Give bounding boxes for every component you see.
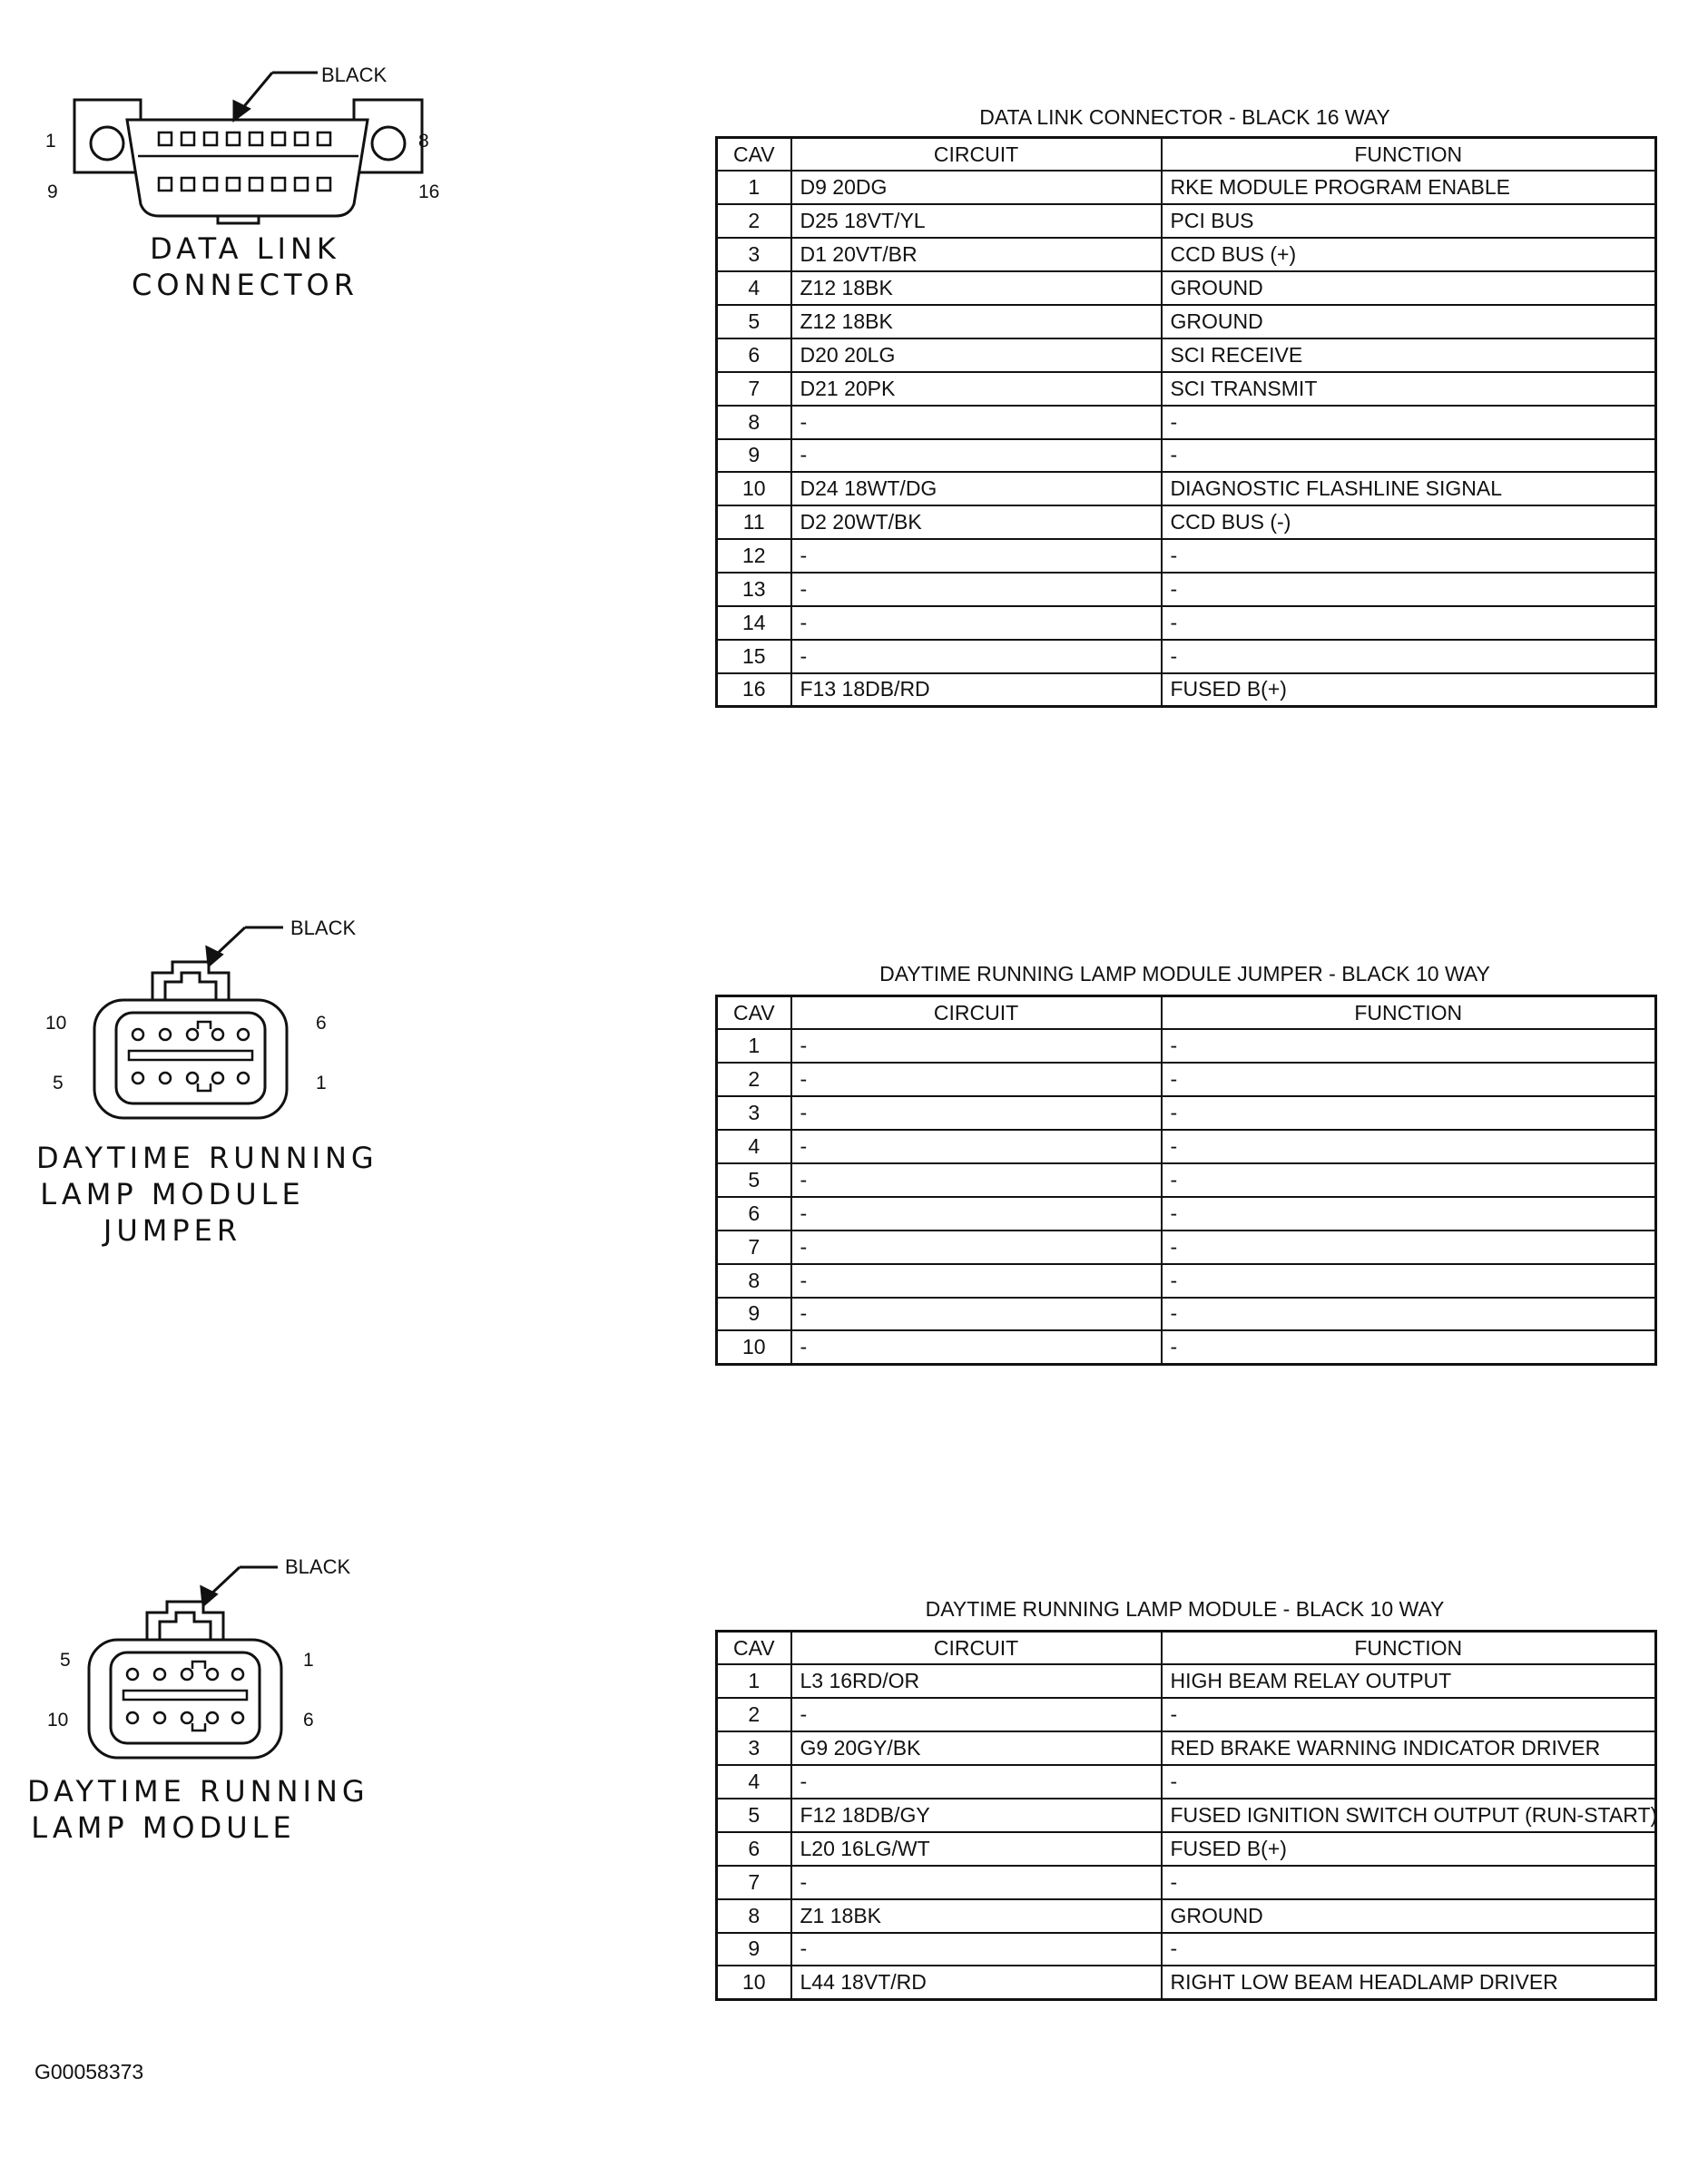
function-cell: -	[1162, 1163, 1656, 1197]
circuit-cell: -	[791, 439, 1162, 473]
table-row	[717, 1698, 1656, 1731]
pin-number-label: 8	[418, 131, 429, 152]
cav-cell: 9	[717, 1298, 791, 1331]
circuit-cell: Z1 18BK	[791, 1899, 1162, 1933]
table-row	[717, 472, 1656, 505]
circuit-cell: -	[791, 1096, 1162, 1130]
connector-name-line: LAMP MODULE	[31, 1810, 296, 1845]
cav-cell: 10	[717, 1966, 791, 1999]
function-cell: -	[1162, 1231, 1656, 1264]
function-cell: FUSED B(+)	[1162, 1832, 1656, 1866]
circuit-cell: L44 18VT/RD	[791, 1966, 1162, 1999]
function-cell: -	[1162, 606, 1656, 640]
table-row	[717, 640, 1656, 673]
function-cell: -	[1162, 1029, 1656, 1063]
cav-cell: 7	[717, 1866, 791, 1899]
pin-number-label: 1	[45, 131, 56, 152]
cav-cell: 15	[717, 640, 791, 673]
circuit-cell: -	[791, 1765, 1162, 1799]
table-header-row	[717, 138, 1656, 172]
table-row	[717, 1063, 1656, 1096]
cav-cell: 1	[717, 1029, 791, 1063]
function-cell: CCD BUS (+)	[1162, 238, 1656, 271]
cav-cell: 6	[717, 1197, 791, 1231]
cav-cell: 3	[717, 238, 791, 271]
table-title: DAYTIME RUNNING LAMP MODULE JUMPER - BLACK 10 WAY	[879, 962, 1490, 985]
table-row	[717, 1264, 1656, 1298]
function-cell: FUSED IGNITION SWITCH OUTPUT (RUN-START)	[1162, 1799, 1656, 1832]
table-row	[717, 406, 1656, 439]
function-cell: RKE MODULE PROGRAM ENABLE	[1162, 171, 1656, 204]
cav-cell: 5	[717, 1163, 791, 1197]
circuit-cell: D2 20WT/BK	[791, 505, 1162, 539]
circuit-cell: F12 18DB/GY	[791, 1799, 1162, 1832]
cav-cell: 8	[717, 1264, 791, 1298]
column-header: CIRCUIT	[791, 1632, 1162, 1665]
table-row	[717, 1966, 1656, 1999]
circuit-cell: -	[791, 1063, 1162, 1096]
pin-number-label: 1	[316, 1073, 327, 1093]
function-cell: -	[1162, 539, 1656, 573]
table-row	[717, 606, 1656, 640]
cav-cell: 10	[717, 1330, 791, 1364]
table-header-row	[717, 1632, 1656, 1665]
connector-name-line: CONNECTOR	[132, 268, 358, 302]
table-row	[717, 1664, 1656, 1698]
function-cell: -	[1162, 1197, 1656, 1231]
table-row	[717, 673, 1656, 707]
cav-cell: 8	[717, 1899, 791, 1933]
circuit-cell: -	[791, 1029, 1162, 1063]
column-header: CIRCUIT	[791, 138, 1162, 172]
circuit-cell: -	[791, 573, 1162, 606]
cav-cell: 11	[717, 505, 791, 539]
column-header: CAV	[717, 996, 791, 1030]
cav-cell: 2	[717, 1063, 791, 1096]
function-cell: FUSED B(+)	[1162, 673, 1656, 707]
cav-cell: 2	[717, 1698, 791, 1731]
table-row	[717, 1130, 1656, 1163]
cav-cell: 16	[717, 673, 791, 707]
function-cell: GROUND	[1162, 1899, 1656, 1933]
table-row	[717, 1866, 1656, 1899]
connector-name-label	[36, 1140, 378, 1249]
function-cell: GROUND	[1162, 305, 1656, 338]
function-cell: RED BRAKE WARNING INDICATOR DRIVER	[1162, 1731, 1656, 1765]
circuit-cell: -	[791, 406, 1162, 439]
table-row	[717, 1197, 1656, 1231]
table-row	[717, 238, 1656, 271]
connector-color-label: BLACK	[285, 1555, 351, 1578]
circuit-cell: D20 20LG	[791, 338, 1162, 372]
cav-cell: 1	[717, 1664, 791, 1698]
circuit-cell: -	[791, 1298, 1162, 1331]
connector-name-label	[109, 230, 381, 303]
function-cell: CCD BUS (-)	[1162, 505, 1656, 539]
cav-cell: 3	[717, 1096, 791, 1130]
cav-cell: 8	[717, 406, 791, 439]
function-cell: GROUND	[1162, 271, 1656, 305]
function-cell: DIAGNOSTIC FLASHLINE SIGNAL	[1162, 472, 1656, 505]
circuit-cell: Z12 18BK	[791, 271, 1162, 305]
cav-cell: 13	[717, 573, 791, 606]
function-cell: -	[1162, 439, 1656, 473]
connector-name-line: JUMPER	[103, 1213, 242, 1248]
circuit-cell: -	[791, 1866, 1162, 1899]
cav-cell: 9	[717, 439, 791, 473]
circuit-cell: D25 18VT/YL	[791, 204, 1162, 238]
drl-module-connector-icon	[82, 1556, 318, 1765]
circuit-cell: -	[791, 1197, 1162, 1231]
function-cell: -	[1162, 640, 1656, 673]
circuit-cell: D1 20VT/BR	[791, 238, 1162, 271]
circuit-cell: -	[791, 606, 1162, 640]
function-cell: SCI TRANSMIT	[1162, 372, 1656, 406]
table-row	[717, 573, 1656, 606]
circuit-cell: -	[791, 1330, 1162, 1364]
table-row	[717, 1899, 1656, 1933]
table-row	[717, 338, 1656, 372]
table-row	[717, 204, 1656, 238]
data-link-connector-drawing	[54, 54, 472, 236]
cav-cell: 5	[717, 1799, 791, 1832]
table-row	[717, 1832, 1656, 1866]
circuit-cell: -	[791, 1698, 1162, 1731]
table-title: DATA LINK CONNECTOR - BLACK 16 WAY	[979, 105, 1390, 129]
circuit-cell: Z12 18BK	[791, 305, 1162, 338]
circuit-cell: L3 16RD/OR	[791, 1664, 1162, 1698]
pin-number-label: 10	[47, 1710, 69, 1731]
pin-number-label: 5	[53, 1073, 64, 1093]
table-row	[717, 1731, 1656, 1765]
function-cell: -	[1162, 1866, 1656, 1899]
cav-cell: 4	[717, 271, 791, 305]
connector-name-line: DATA LINK	[150, 231, 340, 266]
table-row	[717, 1799, 1656, 1832]
figure-code: G00058373	[34, 2060, 144, 2084]
table-title: DAYTIME RUNNING LAMP MODULE - BLACK 10 WAY	[925, 1597, 1445, 1621]
connector-name-line: LAMP MODULE	[40, 1177, 305, 1211]
table-row	[717, 1765, 1656, 1799]
function-cell: -	[1162, 1330, 1656, 1364]
pin-number-label: 6	[303, 1710, 314, 1731]
drl-module-connector-drawing	[82, 1556, 318, 1765]
function-cell: HIGH BEAM RELAY OUTPUT	[1162, 1664, 1656, 1698]
column-header: FUNCTION	[1162, 996, 1656, 1030]
cav-cell: 7	[717, 372, 791, 406]
cav-cell: 4	[717, 1130, 791, 1163]
cav-cell: 5	[717, 305, 791, 338]
data-link-connector-icon	[54, 54, 472, 236]
column-header: CAV	[717, 138, 791, 172]
column-header: CIRCUIT	[791, 996, 1162, 1030]
circuit-cell: L20 16LG/WT	[791, 1832, 1162, 1866]
function-cell: RIGHT LOW BEAM HEADLAMP DRIVER	[1162, 1966, 1656, 1999]
table-header-row	[717, 996, 1656, 1030]
column-header: FUNCTION	[1162, 138, 1656, 172]
circuit-cell: -	[791, 539, 1162, 573]
table-row	[717, 505, 1656, 539]
column-header: CAV	[717, 1632, 791, 1665]
pin-number-label: 1	[303, 1650, 314, 1671]
table-row	[717, 372, 1656, 406]
connector-name-label	[27, 1773, 369, 1846]
pin-number-label: 16	[418, 181, 440, 202]
circuit-cell: D9 20DG	[791, 171, 1162, 204]
table-row	[717, 171, 1656, 204]
table-row	[717, 539, 1656, 573]
cav-cell: 12	[717, 539, 791, 573]
table-row	[717, 271, 1656, 305]
pin-table	[715, 1630, 1657, 2001]
circuit-cell: G9 20GY/BK	[791, 1731, 1162, 1765]
pin-number-label: 10	[45, 1013, 67, 1034]
function-cell: -	[1162, 406, 1656, 439]
table-row	[717, 1933, 1656, 1966]
pin-table	[715, 995, 1657, 1366]
cav-cell: 1	[717, 171, 791, 204]
table-row	[717, 1029, 1656, 1063]
cav-cell: 6	[717, 1832, 791, 1866]
connector-name-line: DAYTIME RUNNING	[27, 1774, 369, 1809]
table-row	[717, 1231, 1656, 1264]
pin-number-label: 5	[60, 1650, 71, 1671]
table-row	[717, 1330, 1656, 1364]
cav-cell: 7	[717, 1231, 791, 1264]
circuit-cell: -	[791, 1163, 1162, 1197]
drl-jumper-connector-icon	[82, 917, 318, 1125]
circuit-cell: D21 20PK	[791, 372, 1162, 406]
circuit-cell: -	[791, 1264, 1162, 1298]
circuit-cell: -	[791, 640, 1162, 673]
cav-cell: 9	[717, 1933, 791, 1966]
table-row	[717, 1163, 1656, 1197]
pin-table	[715, 136, 1657, 708]
connector-color-label: BLACK	[290, 917, 357, 939]
function-cell: SCI RECEIVE	[1162, 338, 1656, 372]
circuit-cell: -	[791, 1933, 1162, 1966]
drl-jumper-connector-drawing	[82, 917, 318, 1125]
function-cell: -	[1162, 1096, 1656, 1130]
function-cell: -	[1162, 1298, 1656, 1331]
cav-cell: 2	[717, 204, 791, 238]
cav-cell: 6	[717, 338, 791, 372]
table-row	[717, 439, 1656, 473]
function-cell: -	[1162, 1264, 1656, 1298]
cav-cell: 14	[717, 606, 791, 640]
table-row	[717, 1096, 1656, 1130]
pin-number-label: 9	[47, 181, 58, 202]
connector-name-line: DAYTIME RUNNING	[36, 1141, 378, 1175]
function-cell: -	[1162, 1765, 1656, 1799]
circuit-cell: F13 18DB/RD	[791, 673, 1162, 707]
column-header: FUNCTION	[1162, 1632, 1656, 1665]
table-row	[717, 305, 1656, 338]
function-cell: PCI BUS	[1162, 204, 1656, 238]
function-cell: -	[1162, 1130, 1656, 1163]
connector-color-label: BLACK	[321, 64, 388, 86]
cav-cell: 10	[717, 472, 791, 505]
cav-cell: 3	[717, 1731, 791, 1765]
cav-cell: 4	[717, 1765, 791, 1799]
circuit-cell: -	[791, 1130, 1162, 1163]
function-cell: -	[1162, 1933, 1656, 1966]
circuit-cell: D24 18WT/DG	[791, 472, 1162, 505]
circuit-cell: -	[791, 1231, 1162, 1264]
function-cell: -	[1162, 1063, 1656, 1096]
function-cell: -	[1162, 573, 1656, 606]
pin-number-label: 6	[316, 1013, 327, 1034]
table-row	[717, 1298, 1656, 1331]
function-cell: -	[1162, 1698, 1656, 1731]
